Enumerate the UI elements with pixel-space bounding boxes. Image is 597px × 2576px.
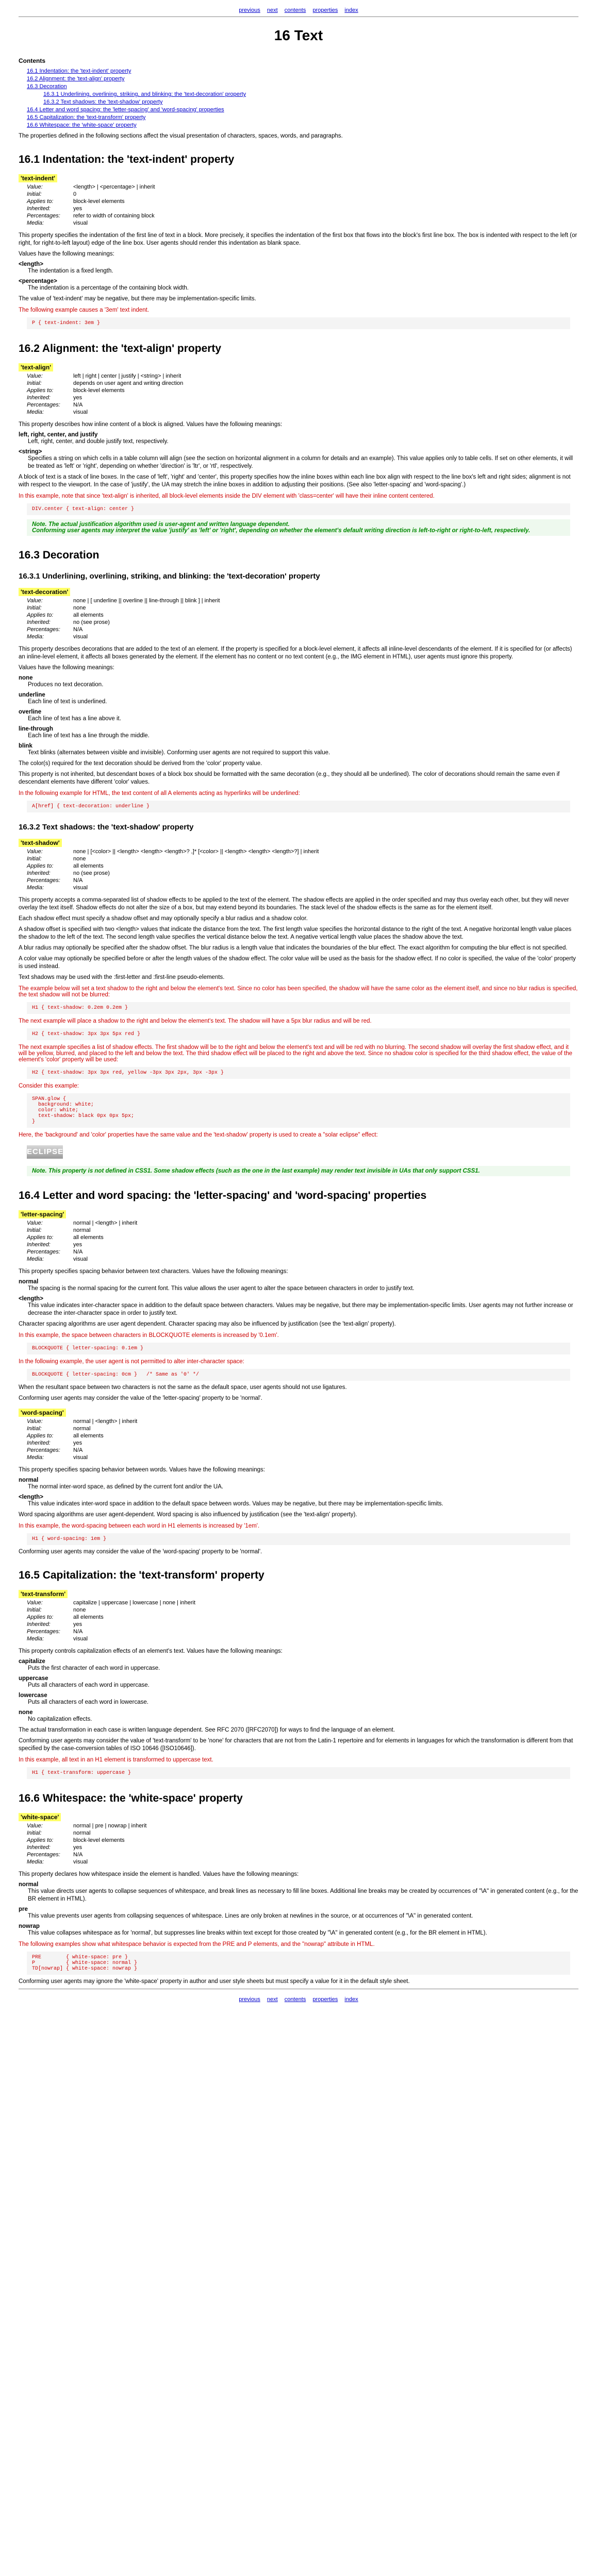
- example-text: The next example specifies a list of shadow effects. The first shadow will be to the right and below the element's text and will be red with no blurring. The second shadow will overlay the first shadow effect, and it will be yellow, blurred, and placed to the left and below the text. The third shadow effect will be placed to the right and above the text. Since no shadow color is specified for the third shadow effect, the value of the element's 'color' property will be used:: [19, 1044, 572, 1063]
- subsection-heading-text-decoration: 16.3.1 Underlining, overlining, striking, and blinking: the 'text-decoration' property: [19, 572, 320, 581]
- property-name: 'text-indent': [19, 174, 57, 182]
- toc-link[interactable]: 16.2 Alignment: the 'text-align' property: [27, 76, 125, 82]
- example-text: The following example causes a '3em' text indent.: [19, 307, 150, 313]
- example-text: Consider this example:: [19, 1083, 79, 1089]
- paragraph: Conforming user agents may consider the value of 'text-transform' to be 'none' for characters that are not from the Latin-1 repertoire and for elements in languages for which the transformation is different from that specified by the case-conversion tables of ISO 10646 ([ISO10646]).: [19, 1738, 573, 1752]
- code-example: BLOCKQUOTE { letter-spacing: 0.1em }: [27, 1343, 570, 1354]
- paragraph: Values have the following meanings:: [19, 251, 114, 257]
- example-text: The following examples show what whitespace behavior is expected from the PRE and P elements, and the "nowrap" attribute in HTML.: [19, 1941, 375, 1947]
- paragraph: Conforming user agents may ignore the 'white-space' property in author and user style sheets but must specify a value for it in the default style sheet.: [19, 1978, 410, 1985]
- paragraph: The actual transformation in each case is written language dependent. See RFC 2070 ([RFC2070]) for ways to find the language of an element.: [19, 1727, 395, 1733]
- property-name: 'text-shadow': [19, 839, 62, 847]
- paragraph: This property declares how whitespace inside the element is handled. Values have the following meanings:: [19, 1871, 299, 1877]
- nav-properties-link[interactable]: properties: [312, 1996, 338, 2003]
- code-example: H1 { word-spacing: 1em }: [27, 1533, 570, 1545]
- paragraph: This property specifies the indentation of the first line of text in a block. More precisely, it specifies the indentation of the first box that flows into the block's first line box. The box is indented with respect to the left (or right, for right-to-left layout) edge of the line box. User agents should render this indentation as blank space.: [19, 232, 577, 246]
- toc-link[interactable]: 16.3 Decoration: [27, 83, 67, 90]
- example-text: In this example, the space between characters in BLOCKQUOTE elements is increased by '0.1em'.: [19, 1332, 279, 1338]
- code-example: DIV.center { text-align: center }: [27, 503, 570, 515]
- main-content: [19, 57, 578, 1986]
- property-name: 'word-spacing': [19, 1409, 66, 1417]
- value-list: capitalize Puts the first character of each word in uppercase. uppercase Puts all characters of each word in uppercase. lowercase Puts all characters of each word in lowercase. none No capitalization effects.: [19, 1658, 160, 1722]
- property-definition-table: Value: <length> | <percentage> | inherit Initial: 0 Applies to: block-level elements Inherited: yes Percentages: refer to width of containing block Media: visual: [27, 184, 155, 226]
- property-definition-table: Value: normal | pre | nowrap | inherit Initial: normal Applies to: block-level elements Inherited: yes Percentages: N/A Media: visual: [27, 1823, 147, 1865]
- code-example: H2 { text-shadow: 3px 3px 5px red }: [27, 1028, 570, 1040]
- property-name: 'text-transform': [19, 1590, 68, 1598]
- code-example: SPAN.glow { background: white; color: white; text-shadow: black 0px 0px 5px; }: [27, 1093, 570, 1128]
- nav-index-link[interactable]: index: [344, 1996, 358, 2003]
- eclipse-effect-image: ECLIPSE: [27, 1145, 63, 1159]
- paragraph: This property is not inherited, but descendant boxes of a block box should be formatted with the same decoration (e.g., they should all be underlined). The color of decorations should remain the same even if descendant elements have different 'color' values.: [19, 771, 560, 785]
- toc-link[interactable]: 16.6 Whitespace: the 'white-space' property: [27, 122, 137, 128]
- note-box: Note. This property is not defined in CSS1. Some shadow effects (such as the one in the last example) may render text invisible in UAs that only support CSS1.: [27, 1166, 570, 1176]
- section-heading-white-space: 16.6 Whitespace: the 'white-space' property: [19, 1792, 243, 1804]
- example-text: The next example will place a shadow to the right and below the element's text. The shadow will have a 5px blur radius and will be red.: [19, 1018, 372, 1024]
- paragraph: When the resultant space between two characters is not the same as the default space, user agents should not use ligatures.: [19, 1384, 347, 1391]
- contents-heading: Contents: [19, 57, 45, 64]
- paragraph: A blur radius may optionally be specified after the shadow offset. The blur radius is a length value that indicates the boundaries of the blur effect. The exact algorithm for computing the blur effect is not specified.: [19, 945, 568, 951]
- code-example: H2 { text-shadow: 3px 3px red, yellow -3px 3px 2px, 3px -3px }: [27, 1067, 570, 1079]
- section-heading-text-align: 16.2 Alignment: the 'text-align' property: [19, 343, 222, 354]
- paragraph: The color(s) required for the text decoration should be derived from the 'color' property value.: [19, 760, 262, 767]
- toc-link[interactable]: 16.5 Capitalization: the 'text-transform' property: [27, 114, 146, 121]
- toc-link[interactable]: 16.4 Letter and word spacing: the 'letter-spacing' and 'word-spacing' properties: [27, 107, 224, 113]
- example-text: In this example, all text in an H1 element is transformed to uppercase text.: [19, 1757, 213, 1763]
- top-navigation: [0, 0, 597, 13]
- code-example: BLOCKQUOTE { letter-spacing: 0cm } /* Same as '0' */: [27, 1369, 570, 1381]
- paragraph: A block of text is a stack of line boxes. In the case of 'left', 'right' and 'center', this property specifies how the inline boxes within each line box align with respect to the line box's left and right sides; alignment is not with respect to the viewport. In the case of 'justify', the UA may stretch the inline boxes in addition to adjusting their positions. (See also 'letter-spacing' and 'word-spacing'.): [19, 474, 571, 488]
- code-example: P { text-indent: 3em }: [27, 317, 570, 329]
- value-list: normal The normal inter-word space, as defined by the current font and/or the UA. <length> This value indicates inter-word space in addition to the default space between words. Values may be negative, but there may be implementation-specific limits.: [19, 1477, 443, 1507]
- paragraph: This property describes decorations that are added to the text of an element. If the property is specified for a block-level element, it affects all inline-level descendants of the element. If it is specified for (or affects) an inline-level element, it affects all boxes generated by the element. If the element has no content or no text content (e.g., the IMG element in HTML), user agents must ignore this property.: [19, 646, 572, 660]
- paragraph: This property specifies spacing behavior between text characters. Values have the following meanings:: [19, 1268, 288, 1275]
- top-divider: [19, 16, 578, 17]
- value-list: <length> The indentation is a fixed length. <percentage> The indentation is a percentage of the containing block width.: [19, 261, 189, 291]
- value-list: left, right, center, and justify Left, right, center, and double justify text, respectively. <string> Specifies a string on which cells in a table column will align (see the section on horizontal alignment in a column for details and an example). This value applies only to table cells. If set on other elements, it will be treated as 'left' or 'right', depending on whether 'direction' is 'ltr', or 'rtl', respectively.: [19, 432, 573, 469]
- property-definition-table: Value: capitalize | uppercase | lowercase | none | inherit Initial: none Applies to: all elements Inherited: yes Percentages: N/A Media: visual: [27, 1600, 196, 1642]
- property-name: 'white-space': [19, 1813, 61, 1821]
- nav-contents-link[interactable]: contents: [284, 7, 306, 13]
- example-text: In the following example for HTML, the text content of all A elements acting as hyperlinks will be underlined:: [19, 790, 300, 796]
- toc-link[interactable]: 16.3.2 Text shadows: the 'text-shadow' property: [43, 99, 163, 105]
- paragraph: Word spacing algorithms are user agent-dependent. Word spacing is also influenced by justification (see the 'text-align' property).: [19, 1512, 357, 1518]
- property-name: 'text-align': [19, 363, 53, 371]
- code-example: H1 { text-shadow: 0.2em 0.2em }: [27, 1002, 570, 1014]
- nav-next-link[interactable]: next: [267, 7, 278, 13]
- example-text: In this example, the word-spacing between each word in H1 elements is increased by '1em'.: [19, 1523, 260, 1529]
- code-example: H1 { text-transform: uppercase }: [27, 1767, 570, 1779]
- value-list: normal The spacing is the normal spacing for the current font. This value allows the user agent to alter the space between characters in order to justify text. <length> This value indicates inter-character space in addition to the default space between characters. Values may be negative, but there may be implementation-specific limits. User agents may not further increase or decrease the inter-character space in order to justify text.: [19, 1279, 573, 1316]
- paragraph: This property describes how inline content of a block is aligned. Values have the following meanings:: [19, 421, 283, 428]
- section-heading-text-indent: 16.1 Indentation: the 'text-indent' property: [19, 154, 235, 165]
- nav-index-link[interactable]: index: [344, 7, 358, 13]
- property-definition-table: Value: normal | <length> | inherit Initial: normal Applies to: all elements Inherited: yes Percentages: N/A Media: visual: [27, 1418, 138, 1461]
- paragraph: This property specifies spacing behavior between words. Values have the following meanings:: [19, 1467, 265, 1473]
- section-heading-text-transform: 16.5 Capitalization: the 'text-transform' property: [19, 1569, 264, 1581]
- intro-paragraph: The properties defined in the following sections affect the visual presentation of characters, spaces, words, and paragraphs.: [19, 133, 343, 139]
- example-text: In the following example, the user agent is not permitted to alter inter-character space:: [19, 1359, 244, 1365]
- nav-properties-link[interactable]: properties: [312, 7, 338, 13]
- note-box: Note. The actual justification algorithm used is user-agent and written language dependent. Conforming user agents may interpret the value 'justify' as 'left' or 'right', depending on whether the element's default writing direction is left-to-right or right-to-left, respectively.: [27, 519, 570, 536]
- paragraph: Conforming user agents may consider the value of the 'word-spacing' property to be 'normal'.: [19, 1549, 262, 1555]
- code-example: A[href] { text-decoration: underline }: [27, 801, 570, 812]
- paragraph: A color value may optionally be specified before or after the length values of the shadow effect. The color value will be used as the basis for the shadow effect. If no color is specified, the value of the 'color' property is used instead.: [19, 956, 576, 970]
- example-text: Here, the 'background' and 'color' properties have the same value and the 'text-shadow' property is used to create a "solar eclipse" effect:: [19, 1132, 378, 1138]
- property-name: 'text-decoration': [19, 588, 70, 596]
- paragraph: Character spacing algorithms are user agent dependent. Character spacing may also be influenced by justification (see the 'text-align' property).: [19, 1321, 396, 1327]
- example-text: In this example, note that since 'text-align' is inherited, all block-level elements inside the DIV element with 'class=center' will have their inline content centered.: [19, 493, 435, 499]
- bottom-navigation: [0, 1989, 597, 2003]
- paragraph: Conforming user agents may consider the value of the 'letter-spacing' property to be 'normal'.: [19, 1395, 262, 1401]
- table-of-contents: [27, 67, 578, 129]
- example-text: The example below will set a text shadow to the right and below the element's text. Since no color has been specified, the shadow will have the same color as the element itself, and since no blur radius is specified, the text shadow will not be blurred:: [19, 986, 578, 998]
- paragraph: A shadow offset is specified with two <length> values that indicate the distance from the text. The first length value specifies the horizontal distance to the right of the text. A negative horizontal length value places the shadow to the left of the text. The second length value specifies the vertical distance below the text. A negative vertical length value places the shadow above the text.: [19, 926, 572, 940]
- section-heading-spacing: 16.4 Letter and word spacing: the 'letter-spacing' and 'word-spacing' properties: [19, 1190, 427, 1201]
- paragraph: This property accepts a comma-separated list of shadow effects to be applied to the text of the element. The shadow effects are applied in the order specified and may thus overlay each other, but they will never overlay the text itself. Shadow effects do not alter the size of a box, but may extend beyond its boundaries. The stack level of the shadow effects is the same as for the element itself.: [19, 897, 569, 911]
- nav-next-link[interactable]: next: [267, 1996, 278, 2003]
- property-definition-table: Value: none | [<color> || <length> <length> <length>? ,]* [<color> || <length> <length> <length>?] | inherit Initial: none Applies to: all elements Inherited: no (see prose) Percentages: N/A Media: visual: [27, 849, 319, 891]
- toc-link[interactable]: 16.3.1 Underlining, overlining, striking, and blinking: the 'text-decoration' property: [43, 91, 246, 97]
- paragraph: Each shadow effect must specify a shadow offset and may optionally specify a blur radius and a shadow color.: [19, 916, 308, 922]
- property-definition-table: Value: none | [ underline || overline || line-through || blink ] | inherit Initial: none Applies to: all elements Inherited: no (see prose) Percentages: N/A Media: visual: [27, 598, 220, 640]
- toc-link[interactable]: 16.1 Indentation: the 'text-indent' property: [27, 68, 131, 74]
- value-list: normal This value directs user agents to collapse sequences of whitespace, and break lines as necessary to fill line boxes. Additional line breaks may be created by occurrences of "\A" in generated content (e.g., for the BR element in HTML). pre This value prevents user agents from collapsing sequences of whitespace. Lines are only broken at newlines in the source, or at occurrences of "\A" in generated content. nowrap This value collapses whitespace as for 'normal', but suppresses line breaks within text except for those created by "\A" in generated content (e.g., for the BR element in HTML).: [19, 1882, 578, 1936]
- nav-contents-link[interactable]: contents: [284, 1996, 306, 2003]
- code-example: PRE { white-space: pre } P { white-space: normal } TD[nowrap] { white-space: nowrap }: [27, 1952, 570, 1975]
- paragraph: Text shadows may be used with the :first-letter and :first-line pseudo-elements.: [19, 974, 225, 980]
- nav-previous-link[interactable]: previous: [239, 7, 260, 13]
- nav-previous-link[interactable]: previous: [239, 1996, 260, 2003]
- paragraph: The value of 'text-indent' may be negative, but there may be implementation-specific limits.: [19, 296, 256, 302]
- paragraph: This property controls capitalization effects of an element's text. Values have the following meanings:: [19, 1648, 283, 1654]
- subsection-heading-text-shadow: 16.3.2 Text shadows: the 'text-shadow' property: [19, 823, 194, 832]
- property-definition-table: Value: left | right | center | justify | <string> | inherit Initial: depends on user agent and writing direction Applies to: block-level elements Inherited: yes Percentages: N/A Media: visual: [27, 373, 184, 415]
- section-heading-decoration: 16.3 Decoration: [19, 549, 100, 561]
- property-name: 'letter-spacing': [19, 1210, 66, 1218]
- paragraph: Values have the following meanings:: [19, 665, 114, 671]
- property-definition-table: Value: normal | <length> | inherit Initial: normal Applies to: all elements Inherited: yes Percentages: N/A Media: visual: [27, 1220, 138, 1262]
- page-title: 16 Text: [274, 27, 323, 43]
- value-list: none Produces no text decoration. underline Each line of text is underlined. overline Each line of text has a line above it. line-through Each line of text has a line through the middle. blink Text blinks (alternates between visible and invisible). Conforming user agents are not required to support this value.: [19, 675, 330, 756]
